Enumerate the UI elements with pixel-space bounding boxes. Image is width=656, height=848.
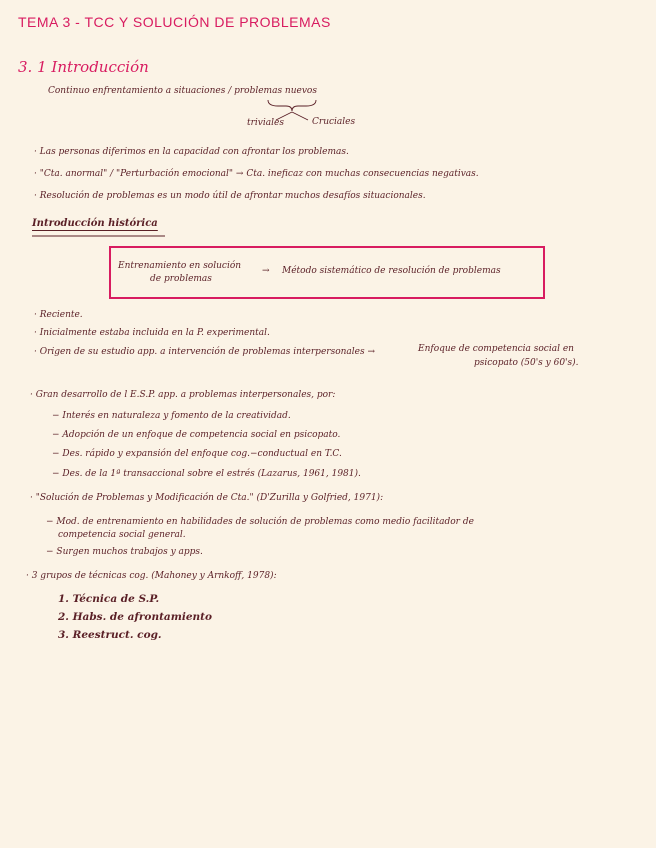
origin-right-2: psicopato (50's y 60's). xyxy=(474,358,579,368)
development-item: − Des. de la 1ª transaccional sobre el estrés (Lazarus, 1961, 1981). xyxy=(52,469,361,479)
intro-bullet: · Las personas diferimos en la capacidad con afrontar los problemas. xyxy=(34,147,349,157)
box-right: Método sistemático de resolución de problemas xyxy=(282,266,501,276)
box-left-line2: de problemas xyxy=(150,274,212,284)
intro-bullet: · Resolución de problemas es un modo útil de afrontar muchos desafíos situacionales. xyxy=(34,191,426,201)
historic-bullet: · Reciente. xyxy=(34,310,83,320)
intro-line: Continuo enfrentamiento a situaciones / problemas nuevos xyxy=(48,86,317,96)
historic-bullet: · Origen de su estudio app. a intervención de problemas interpersonales → xyxy=(34,347,375,357)
development-item: − Interés en naturaleza y fomento de la creatividad. xyxy=(52,411,291,421)
section-heading: 3. 1 Introducción xyxy=(18,58,149,76)
dzurilla-intro: · "Solución de Problemas y Modificación de Cta." (D'Zurilla y Golfried, 1971): xyxy=(30,493,384,503)
subheading-historic: Introducción histórica xyxy=(32,218,158,229)
dzurilla-item-cont: competencia social general. xyxy=(58,530,186,540)
groups-intro: · 3 grupos de técnicas cog. (Mahoney y Arnkoff, 1978): xyxy=(26,571,277,581)
box-left-line1: Entrenamiento en solución xyxy=(118,261,242,271)
dzurilla-item: − Mod. de entrenamiento en habilidades de solución de problemas como medio facilitador de xyxy=(46,517,474,527)
development-item: − Des. rápido y expansión del enfoque cog.−conductual en T.C. xyxy=(52,449,342,459)
group-item: 1. Técnica de S.P. xyxy=(58,593,160,605)
branch-right: Cruciales xyxy=(312,117,356,127)
branch-left: triviales xyxy=(247,118,284,128)
page-title: TEMA 3 - TCC Y SOLUCIÓN DE PROBLEMAS xyxy=(18,14,331,30)
historic-bullet: · Inicialmente estaba incluida en la P. experimental. xyxy=(34,328,270,338)
origin-right-1: Enfoque de competencia social en xyxy=(418,344,574,354)
dzurilla-item: − Surgen muchos trabajos y apps. xyxy=(46,547,203,557)
group-item: 3. Reestruct. cog. xyxy=(58,629,162,641)
box-arrow: → xyxy=(262,266,270,276)
development-intro: · Gran desarrollo de l E.S.P. app. a problemas interpersonales, por: xyxy=(30,390,336,400)
group-item: 2. Habs. de afrontamiento xyxy=(58,611,212,623)
intro-bullet: · "Cta. anormal" / "Perturbación emocional" → Cta. ineficaz con muchas consecuencias negativas. xyxy=(34,169,479,179)
development-item: − Adopción de un enfoque de competencia social en psicopato. xyxy=(52,430,341,440)
